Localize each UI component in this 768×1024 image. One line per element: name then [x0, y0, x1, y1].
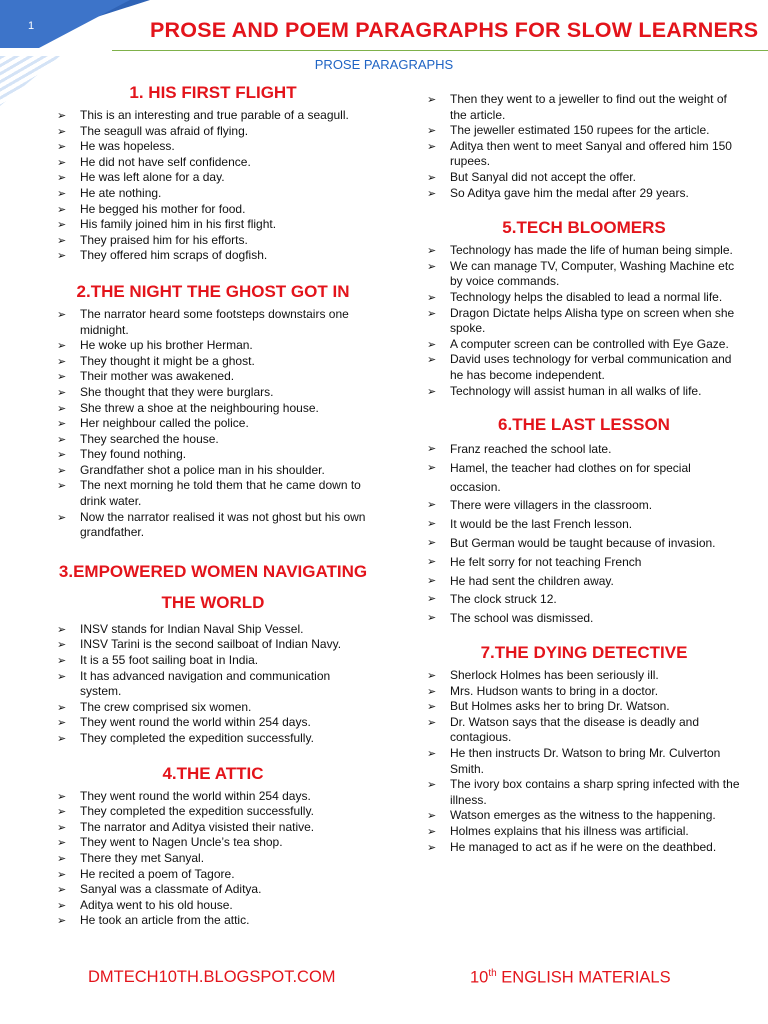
bullet-item: ➢ The seagull was afraid of flying.	[54, 124, 372, 140]
bullet-item: ➢ It has advanced navigation and communication system.	[54, 669, 372, 700]
right-column	[424, 92, 744, 855]
bullet-item: ➢ They completed the expedition successfully.	[54, 731, 372, 747]
bullet-item: ➢ Sherlock Holmes has been seriously ill.	[424, 668, 744, 684]
left-column	[54, 82, 372, 929]
bullet-item: ➢ He then instructs Dr. Watson to bring Mr. Culverton Smith.	[424, 746, 744, 777]
footer-materials-text: ENGLISH MATERIALS	[496, 968, 671, 987]
page-number: 1	[28, 20, 35, 32]
bullet-item: ➢ The ivory box contains a sharp spring infected with the illness.	[424, 777, 744, 808]
section-last-lesson	[424, 414, 744, 628]
bullet-item: ➢ He recited a poem of Tagore.	[54, 867, 372, 883]
bullet-item: ➢ They completed the expedition successfully.	[54, 804, 372, 820]
bullet-item: ➢ Technology will assist human in all walks of life.	[424, 384, 744, 400]
bullet-item: ➢ He did not have self confidence.	[54, 155, 372, 171]
bullet-item: ➢ Hamel, the teacher had clothes on for special occasion.	[424, 459, 744, 497]
section-attic-continued	[424, 92, 744, 201]
section-title: 1. HIS FIRST FLIGHT	[129, 83, 297, 102]
bullet-item: ➢ Their mother was awakened.	[54, 369, 372, 385]
bullet-item: ➢ But Sanyal did not accept the offer.	[424, 170, 744, 186]
bullet-item: ➢ Then they went to a jeweller to find out the weight of the article.	[424, 92, 744, 123]
bullet-item: ➢ But Holmes asks her to bring Dr. Watson.	[424, 699, 744, 715]
bullet-item: ➢ The narrator heard some footsteps downstairs one midnight.	[54, 307, 372, 338]
bullet-item: ➢ They thought it might be a ghost.	[54, 354, 372, 370]
bullet-item: ➢ It would be the last French lesson.	[424, 515, 744, 534]
bullet-item: ➢ Franz reached the school late.	[424, 440, 744, 459]
bullet-item: ➢ Mrs. Hudson wants to bring in a doctor.	[424, 684, 744, 700]
bullet-item: ➢ Her neighbour called the police.	[54, 416, 372, 432]
footer-materials	[470, 968, 671, 988]
bullet-item: ➢ She thought that they were burglars.	[54, 385, 372, 401]
bullet-item: ➢ He begged his mother for food.	[54, 202, 372, 218]
bullet-item: ➢ It is a 55 foot sailing boat in India.	[54, 653, 372, 669]
section-title: 4.THE ATTIC	[162, 763, 264, 783]
bullet-item: ➢ They went round the world within 254 days.	[54, 789, 372, 805]
bullet-item: ➢ Sanyal was a classmate of Aditya.	[54, 882, 372, 898]
bullet-list	[424, 243, 744, 399]
section-title: 6.THE LAST LESSON	[498, 415, 670, 435]
bullet-item: ➢ The jeweller estimated 150 rupees for the article.	[424, 123, 744, 139]
bullet-item: ➢ Grandfather shot a police man in his shoulder.	[54, 463, 372, 479]
bullet-item: ➢ He managed to act as if he were on the deathbed.	[424, 840, 744, 856]
bullet-item: ➢ He was left alone for a day.	[54, 170, 372, 186]
bullet-item: ➢ INSV Tarini is the second sailboat of Indian Navy.	[54, 637, 372, 653]
bullet-item: ➢ The crew comprised six women.	[54, 700, 372, 716]
bullet-item: ➢ INSV stands for Indian Naval Ship Vessel.	[54, 622, 372, 638]
bullet-item: ➢ Aditya went to his old house.	[54, 898, 372, 914]
bullet-item: ➢ There they met Sanyal.	[54, 851, 372, 867]
section-empowered-women	[54, 556, 372, 747]
bullet-item: ➢ The clock struck 12.	[424, 590, 744, 609]
bullet-item: ➢ Dragon Dictate helps Alisha type on screen when she spoke.	[424, 306, 744, 337]
section-tech-bloomers	[424, 217, 744, 399]
bullet-item: ➢ This is an interesting and true parable of a seagull.	[54, 108, 372, 124]
bullet-item: ➢ He woke up his brother Herman.	[54, 338, 372, 354]
bullet-list	[54, 307, 372, 541]
bullet-item: ➢ His family joined him in his first flight.	[54, 217, 372, 233]
bullet-item: ➢ Technology has made the life of human being simple.	[424, 243, 744, 259]
bullet-item: ➢ A computer screen can be controlled with Eye Gaze.	[424, 337, 744, 353]
bullet-item: ➢ She threw a shoe at the neighbouring house.	[54, 401, 372, 417]
document-subtitle: PROSE PARAGRAPHS	[314, 57, 454, 72]
bullet-item: ➢ David uses technology for verbal communication and he has become independent.	[424, 352, 744, 383]
bullet-list	[54, 622, 372, 747]
bullet-item: ➢ He ate nothing.	[54, 186, 372, 202]
bullet-item: ➢ There were villagers in the classroom.	[424, 496, 744, 515]
section-title: 7.THE DYING DETECTIVE	[480, 643, 688, 663]
section-night-ghost	[54, 281, 372, 541]
footer-grade-suffix: th	[488, 968, 497, 979]
bullet-item: ➢ They went round the world within 254 days.	[54, 715, 372, 731]
bullet-list	[424, 668, 744, 855]
bullet-item: ➢ They found nothing.	[54, 447, 372, 463]
bullet-item: ➢ Dr. Watson says that the disease is deadly and contagious.	[424, 715, 744, 746]
bullet-item: ➢ Now the narrator realised it was not ghost but his own grandfather.	[54, 510, 372, 541]
bullet-item: ➢ They searched the house.	[54, 432, 372, 448]
title-rule	[112, 50, 768, 51]
bullet-item: ➢ Holmes explains that his illness was artificial.	[424, 824, 744, 840]
bullet-item: ➢ The narrator and Aditya visisted their native.	[54, 820, 372, 836]
bullet-item: ➢ Technology helps the disabled to lead a normal life.	[424, 290, 744, 306]
bullet-list	[54, 789, 372, 929]
bullet-item: ➢ Watson emerges as the witness to the happening.	[424, 808, 744, 824]
bullet-item: ➢ He took an article from the attic.	[54, 913, 372, 929]
bullet-item: ➢ They praised him for his efforts.	[54, 233, 372, 249]
section-title: 5.TECH BLOOMERS	[502, 218, 666, 238]
bullet-item: ➢ He was hopeless.	[54, 139, 372, 155]
bullet-item: ➢ Aditya then went to meet Sanyal and offered him 150 rupees.	[424, 139, 744, 170]
bullet-item: ➢ He had sent the children away.	[424, 572, 744, 591]
footer-website: DMTECH10TH.BLOGSPOT.COM	[88, 968, 336, 986]
bullet-item: ➢ So Aditya gave him the medal after 29 years.	[424, 186, 744, 202]
section-dying-detective	[424, 642, 744, 855]
bullet-list	[54, 108, 372, 264]
bullet-item: ➢ They went to Nagen Uncle’s tea shop.	[54, 835, 372, 851]
corner-decoration-inner	[0, 0, 130, 48]
section-title: 3.EMPOWERED WOMEN NAVIGATING THE WORLD	[58, 561, 368, 612]
footer-grade-number: 10	[470, 968, 489, 987]
bullet-item: ➢ We can manage TV, Computer, Washing Machine etc by voice commands.	[424, 259, 744, 290]
bullet-item: ➢ The next morning he told them that he came down to drink water.	[54, 478, 372, 509]
bullet-item: ➢ The school was dismissed.	[424, 609, 744, 628]
document-title: PROSE AND POEM PARAGRAPHS FOR SLOW LEARNERS	[150, 18, 759, 42]
section-title: 2.THE NIGHT THE GHOST GOT IN	[76, 281, 350, 301]
section-his-first-flight	[54, 82, 372, 264]
section-the-attic	[54, 763, 372, 929]
bullet-list	[424, 92, 744, 201]
bullet-item: ➢ They offered him scraps of dogfish.	[54, 248, 372, 264]
bullet-item: ➢ He felt sorry for not teaching French	[424, 553, 744, 572]
bullet-list	[424, 440, 744, 628]
bullet-item: ➢ But German would be taught because of invasion.	[424, 534, 744, 553]
